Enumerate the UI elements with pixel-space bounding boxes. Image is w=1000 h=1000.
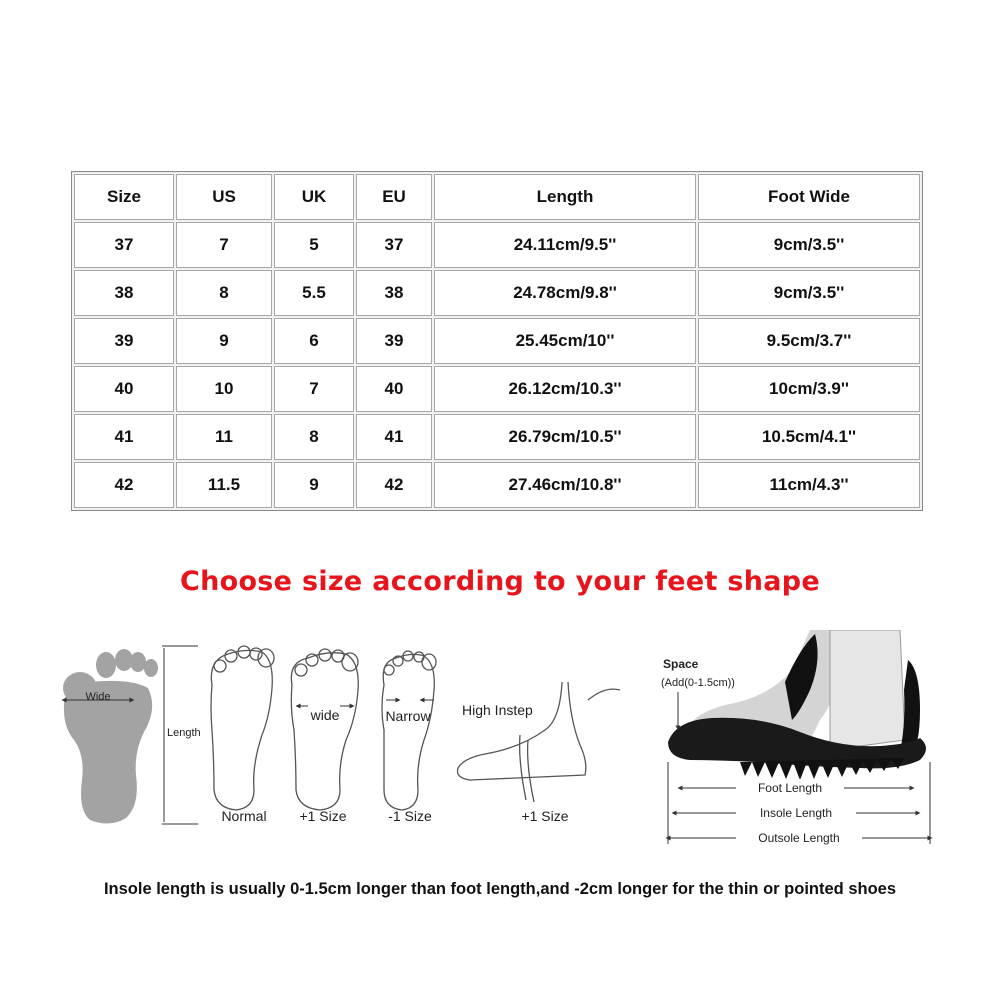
wide-foot-icon <box>291 649 358 810</box>
choose-size-heading: Choose size according to your feet shape <box>179 566 821 597</box>
table-cell: 25.45cm/10'' <box>434 318 696 364</box>
table-cell: 26.79cm/10.5'' <box>434 414 696 460</box>
table-header-row <box>74 174 920 220</box>
table-cell: 37 <box>74 222 174 268</box>
wide-caption: +1 Size <box>299 808 347 824</box>
space-sub-label: (Add(0-1.5cm)) <box>661 677 735 689</box>
table-cell: 8 <box>176 270 272 316</box>
table-cell: 27.46cm/10.8'' <box>434 462 696 508</box>
insole-length-label: Insole Length <box>759 806 833 820</box>
table-cell: 11.5 <box>176 462 272 508</box>
table-header-cell: Size <box>74 174 174 220</box>
foot-length-label: Foot Length <box>757 781 823 795</box>
table-cell: 38 <box>356 270 432 316</box>
table-cell: 40 <box>356 366 432 412</box>
high-instep-foot-icon <box>458 682 621 802</box>
table-cell: 39 <box>356 318 432 364</box>
table-cell: 42 <box>356 462 432 508</box>
table-row <box>74 270 920 316</box>
table-cell: 9 <box>176 318 272 364</box>
table-cell: 9cm/3.5'' <box>698 222 920 268</box>
size-chart-table <box>71 171 923 511</box>
shoe-cross-section-icon <box>668 630 926 780</box>
high-instep-caption: +1 Size <box>521 808 569 824</box>
narrow-caption: -1 Size <box>388 808 432 824</box>
table-cell: 38 <box>74 270 174 316</box>
length-label: Length <box>167 727 201 739</box>
table-row <box>74 366 920 412</box>
table-row <box>74 414 920 460</box>
table-row <box>74 222 920 268</box>
table-cell: 26.12cm/10.3'' <box>434 366 696 412</box>
table-header-cell: US <box>176 174 272 220</box>
space-label: Space <box>663 657 699 671</box>
table-cell: 7 <box>274 366 354 412</box>
table-cell: 9cm/3.5'' <box>698 270 920 316</box>
table-cell: 11cm/4.3'' <box>698 462 920 508</box>
table-cell: 37 <box>356 222 432 268</box>
table-cell: 8 <box>274 414 354 460</box>
table-row <box>74 462 920 508</box>
footprint-silhouette-icon <box>63 649 158 824</box>
table-cell: 9 <box>274 462 354 508</box>
table-cell: 40 <box>74 366 174 412</box>
table-cell: 41 <box>74 414 174 460</box>
table-cell: 10 <box>176 366 272 412</box>
table-header-cell: Length <box>434 174 696 220</box>
table-cell: 10cm/3.9'' <box>698 366 920 412</box>
table-cell: 5 <box>274 222 354 268</box>
table-cell: 9.5cm/3.7'' <box>698 318 920 364</box>
narrow-label: Narrow <box>385 708 431 724</box>
table-cell: 5.5 <box>274 270 354 316</box>
table-header-cell: EU <box>356 174 432 220</box>
table-cell: 6 <box>274 318 354 364</box>
feet-shape-diagram <box>40 630 960 860</box>
wide-label: Wide <box>85 691 111 703</box>
table-cell: 42 <box>74 462 174 508</box>
table-cell: 10.5cm/4.1'' <box>698 414 920 460</box>
table-header-cell: UK <box>274 174 354 220</box>
wide-foot-label: wide <box>310 707 340 723</box>
insole-length-note: Insole length is usually 0-1.5cm longer than foot length,and -2cm longer for the thin or pointed shoes <box>103 880 897 898</box>
table-cell: 39 <box>74 318 174 364</box>
outsole-length-label: Outsole Length <box>758 831 840 845</box>
table-cell: 11 <box>176 414 272 460</box>
normal-caption: Normal <box>221 808 267 824</box>
narrow-foot-icon <box>382 651 436 810</box>
table-cell: 24.11cm/9.5'' <box>434 222 696 268</box>
table-cell: 24.78cm/9.8'' <box>434 270 696 316</box>
table-header-cell: Foot Wide <box>698 174 920 220</box>
normal-foot-icon <box>211 646 274 810</box>
table-cell: 7 <box>176 222 272 268</box>
table-row <box>74 318 920 364</box>
high-instep-label: High Instep <box>462 702 533 718</box>
table-cell: 41 <box>356 414 432 460</box>
